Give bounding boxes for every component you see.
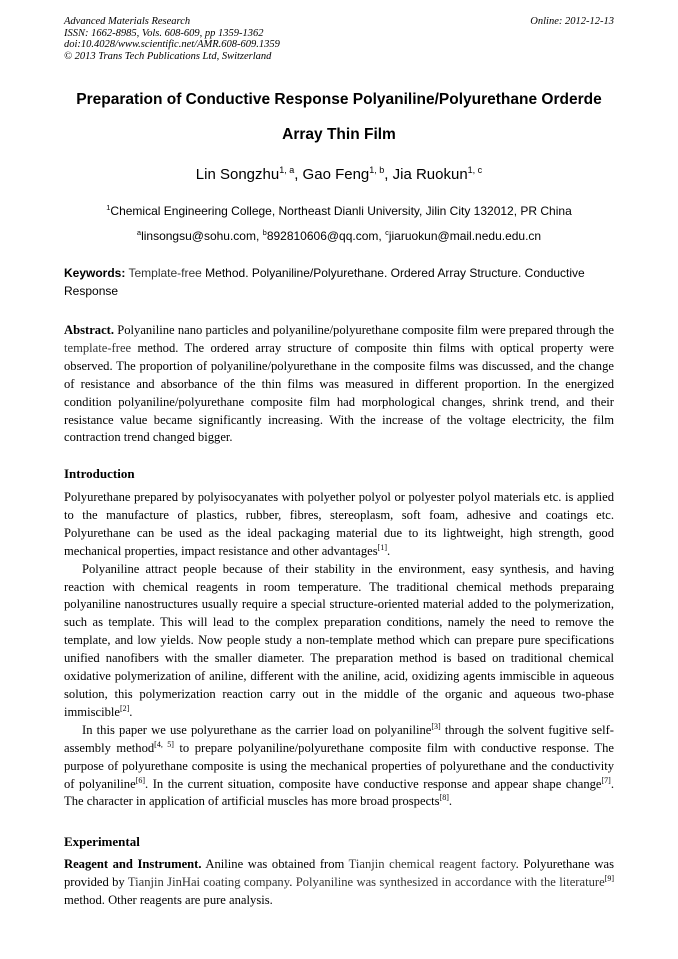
paragraph-text: method. Other reagents are pure analysis. (64, 892, 273, 907)
paragraph-text: . (129, 704, 133, 719)
paper-title-line-1: Preparation of Conductive Response Polyaniline/Polyurethane Orderde (76, 91, 602, 108)
author-list (40, 165, 638, 183)
introduction-body (64, 489, 614, 811)
doi-line: doi:10.4028/www.scientific.net/AMR.608-609.1359 (64, 39, 280, 50)
intro-paragraph-2 (64, 561, 614, 722)
keywords (64, 264, 614, 300)
abstract-template-free: template-free (64, 340, 132, 355)
journal-header (64, 16, 444, 62)
experimental-body (64, 856, 614, 910)
paragraph-text: . The character in application of artificial muscles has more broad prospects (64, 776, 614, 809)
paragraph-text: Polyaniline was synthesized in accordance with the literature (295, 874, 605, 889)
paragraph-text: . (289, 874, 296, 889)
paragraph-text: Polyurethane prepared by polyisocyanates with polyether polyol or polyester polyol materials etc. is applied to the manufacture of plastics, rubber, fibres, stereoplasm, soft foam, adhesive and coatings etc. Polyurethane can be used as the ideal packaging material due to its lightweight, high strength, good mechanical properties, impact resistance and other advantages (64, 490, 614, 558)
email-link[interactable]: linsongsu@sohu.com, (141, 229, 263, 243)
paragraph-text: Polyaniline attract people because of their stability in the environment, easy synthesis, and having reaction with chemical reagents in room temperature. The traditional chemical methods preparaing polyaniline nanostructures usually require a special structure-oriented material added to the polymerization, such as template. This will lead to the complex preparation conditions, namely the need to remove the template, and low yields. Now people study a non-template method which can prepare pure specifications unified nanofibers with the smaller diameter. The preparation method is based on traditional chemical oxidative polymerization of aniline, different with the aniline, acid, oxidizing agents immiscible in aqueous solution, this polymerization reaction carry out in the middle of the organic and aqueous two-phase immiscible (64, 561, 614, 719)
paragraph-text: Tianjin chemical reagent factory (348, 857, 516, 871)
paragraph-text: . (387, 543, 391, 558)
issn-line: ISSN: 1662-8985, Vols. 608-609, pp 1359-1362 (64, 27, 264, 39)
paragraph-text: to prepare polyaniline/polyurethane composite film with conductive response. The purpose of polyurethane composite is using the mechanical properties of polyurethane and the conductivity of polyaniline (64, 740, 614, 791)
paragraph-text: . Polyurethane was provided by (64, 857, 614, 889)
paragraph-text: Tianjin JinHai coating company (127, 874, 290, 889)
keywords-text: Method. Polyaniline/Polyurethane. Ordered Array Structure. Conductive Response (64, 266, 585, 298)
author-affil-mark: 1, a (279, 165, 295, 175)
abstract (64, 322, 614, 447)
abstract-label: Abstract. (64, 323, 115, 337)
intro-paragraph-1 (64, 489, 614, 561)
citation-ref[interactable]: [8] (439, 793, 449, 803)
keyword-template-free: Template-free (125, 266, 202, 280)
email-mark: c (385, 228, 389, 237)
author-emails (40, 228, 638, 243)
affiliation (40, 203, 638, 218)
author-affil-mark: 1, b (369, 165, 385, 175)
email-mark: a (136, 228, 142, 237)
paragraph-text: Aniline was obtained from (201, 857, 349, 871)
affil-text: Chemical Engineering College, Northeast Dianli University, Jilin City 132012, PR China (110, 204, 572, 218)
copyright-line: © 2013 Trans Tech Publications Ltd, Switzerland (64, 50, 272, 62)
paper-title-line-2: Array Thin Film (282, 126, 396, 143)
experimental-heading: Experimental (64, 834, 140, 849)
citation-ref[interactable]: [3] (431, 721, 441, 731)
intro-paragraph-3 (64, 722, 614, 812)
citation-ref[interactable]: [2] (119, 703, 130, 713)
abstract-text: method. The ordered array structure of composite thin films with optical property were observed. The proportion of polyaniline/polyurethane in the composite films was discussed, and the change of resistance and absorbance of the thin films was measured in different proportion. In the energized condition polyaniline/polyurethane composite film had morphological changes, shrink trend, and their resistance value became significantly increasing. With the increase of the voltage electricity, the film contraction trend changed bigger. (64, 340, 614, 445)
subsection-label: Reagent and Instrument. (64, 857, 202, 871)
affil-mark: 1 (106, 203, 111, 212)
author-name: , Jia Ruokun (384, 166, 468, 183)
abstract-text: Polyaniline nano particles and polyaniline/polyurethane composite film were prepared through the (114, 323, 614, 337)
email-link[interactable]: jiaruokun@mail.nedu.edu.cn (388, 229, 542, 243)
email-mark: b (262, 228, 267, 237)
paragraph-text: . In the current situation, composite have conductive response and appear shape change (145, 776, 602, 791)
citation-ref[interactable]: [6] (135, 775, 146, 785)
paragraph-text: . (448, 794, 453, 809)
citation-ref[interactable]: [4, 5] (154, 739, 174, 749)
email-link[interactable]: 892810606@qq.com, (266, 229, 386, 243)
paragraph-text: through the solvent fugitive self-assembly method (64, 722, 615, 755)
journal-name: Advanced Materials Research (64, 16, 191, 27)
paragraph-text: In this paper we use polyurethane as the carrier load on polyaniline (82, 722, 432, 737)
introduction-heading: Introduction (64, 466, 135, 481)
keywords-label: Keywords: (64, 266, 126, 280)
author-affil-mark: 1, c (467, 165, 483, 175)
citation-ref[interactable]: [9] (604, 873, 614, 883)
citation-ref[interactable]: [7] (601, 775, 611, 785)
author-name: , Gao Feng (294, 166, 370, 183)
author-name: Lin Songzhu (195, 166, 280, 183)
online-date: Online: 2012-12-13 (530, 16, 614, 27)
citation-ref[interactable]: [1] (377, 542, 387, 552)
